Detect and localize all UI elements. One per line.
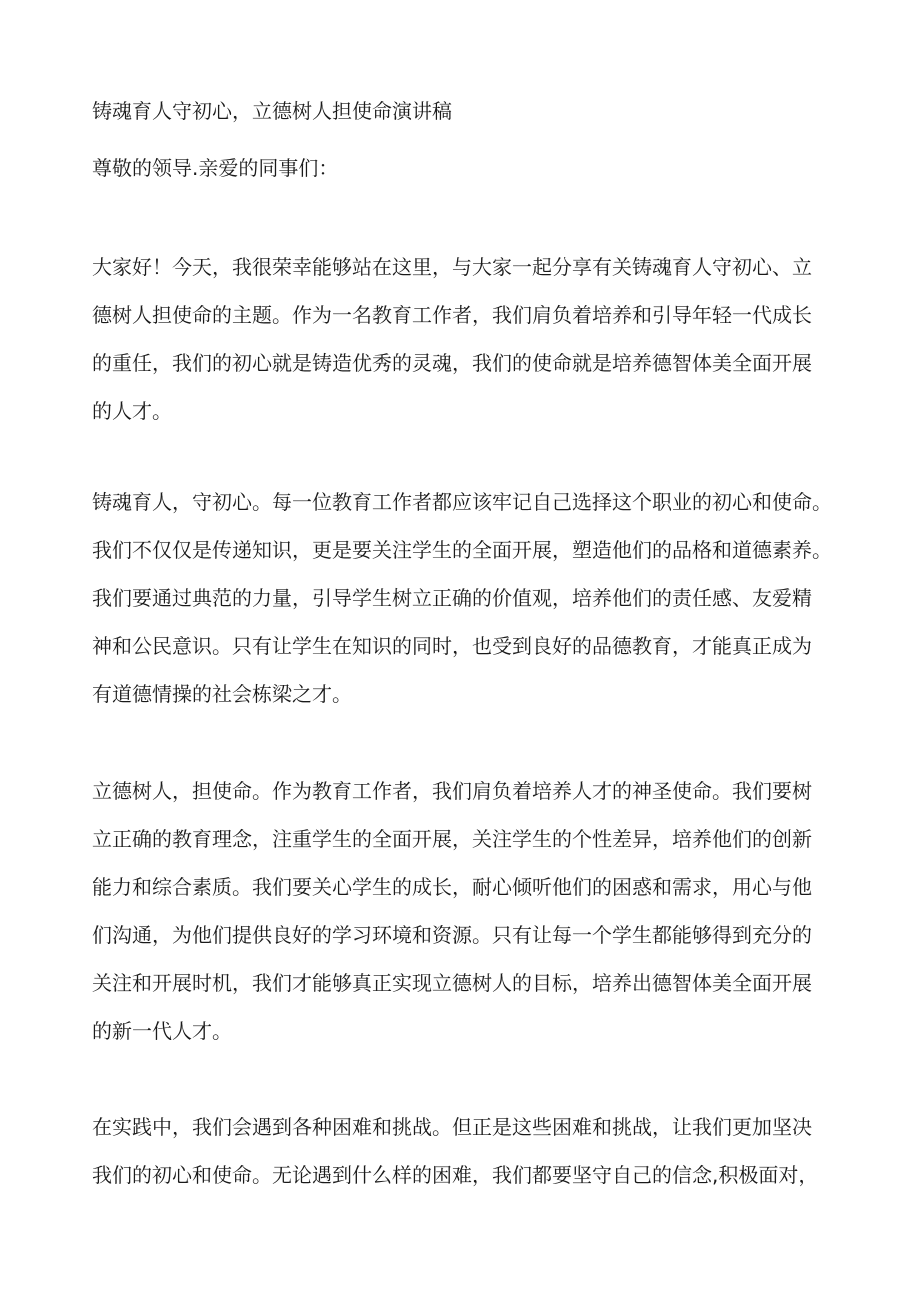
paragraph-line: 立德树人，担使命。作为教育工作者，我们肩负着培养人才的神圣使命。我们要树 (92, 779, 812, 803)
paragraph-line: 德树人担使命的主题。作为一名教育工作者，我们肩负着培养和引导年轻一代成长 (92, 303, 812, 327)
paragraph-line: 我们不仅仅是传递知识，更是要关注学生的全面开展，塑造他们的品格和道德素养。 (92, 538, 832, 562)
document-title: 铸魂育人守初心，立德树人担使命演讲稿 (92, 99, 452, 123)
paragraph-line: 的新一代人才。 (92, 1019, 232, 1043)
paragraph-practice (92, 1103, 832, 1199)
paragraph-line: 我们要通过典范的力量，引导学生树立正确的价值观，培养他们的责任感、友爱精 (92, 586, 812, 610)
paragraph-line: 大家好！今天，我很荣幸能够站在这里，与大家一起分享有关铸魂育人守初心、立 (92, 255, 812, 279)
paragraph-keep-original-aspiration (92, 478, 832, 718)
paragraph-line: 们沟通，为他们提供良好的学习环境和资源。只有让每一个学生都能够得到充分的 (92, 923, 812, 947)
paragraph-line: 我们的初心和使命。无论遇到什么样的困难，我们都要坚守自己的信念,积极面对， (92, 1163, 819, 1187)
paragraph-line: 神和公民意识。只有让学生在知识的同时，也受到良好的品德教育，才能真正成为 (92, 634, 812, 658)
paragraph-line: 关注和开展时机，我们才能够真正实现立德树人的目标，培养出德智体美全面开展 (92, 971, 812, 995)
paragraph-shoulder-mission (92, 767, 832, 1055)
salutation: 尊敬的领导.亲爱的同事们： (92, 156, 339, 180)
paragraph-line: 的重任，我们的初心就是铸造优秀的灵魂，我们的使命就是培养德智体美全面开展 (92, 351, 812, 375)
paragraph-line: 立正确的教育理念，注重学生的全面开展，关注学生的个性差异，培养他们的创新 (92, 827, 812, 851)
paragraph-line: 铸魂育人，守初心。每一位教育工作者都应该牢记自己选择这个职业的初心和使命。 (92, 490, 832, 514)
paragraph-line: 能力和综合素质。我们要关心学生的成长，耐心倾听他们的困惑和需求，用心与他 (92, 875, 812, 899)
paragraph-line: 的人才。 (92, 399, 172, 423)
paragraph-line: 有道德情操的社会栋梁之才。 (92, 682, 352, 706)
paragraph-line: 在实践中，我们会遇到各种困难和挑战。但正是这些困难和挑战，让我们更加坚决 (92, 1115, 812, 1139)
paragraph-opening (92, 243, 832, 435)
